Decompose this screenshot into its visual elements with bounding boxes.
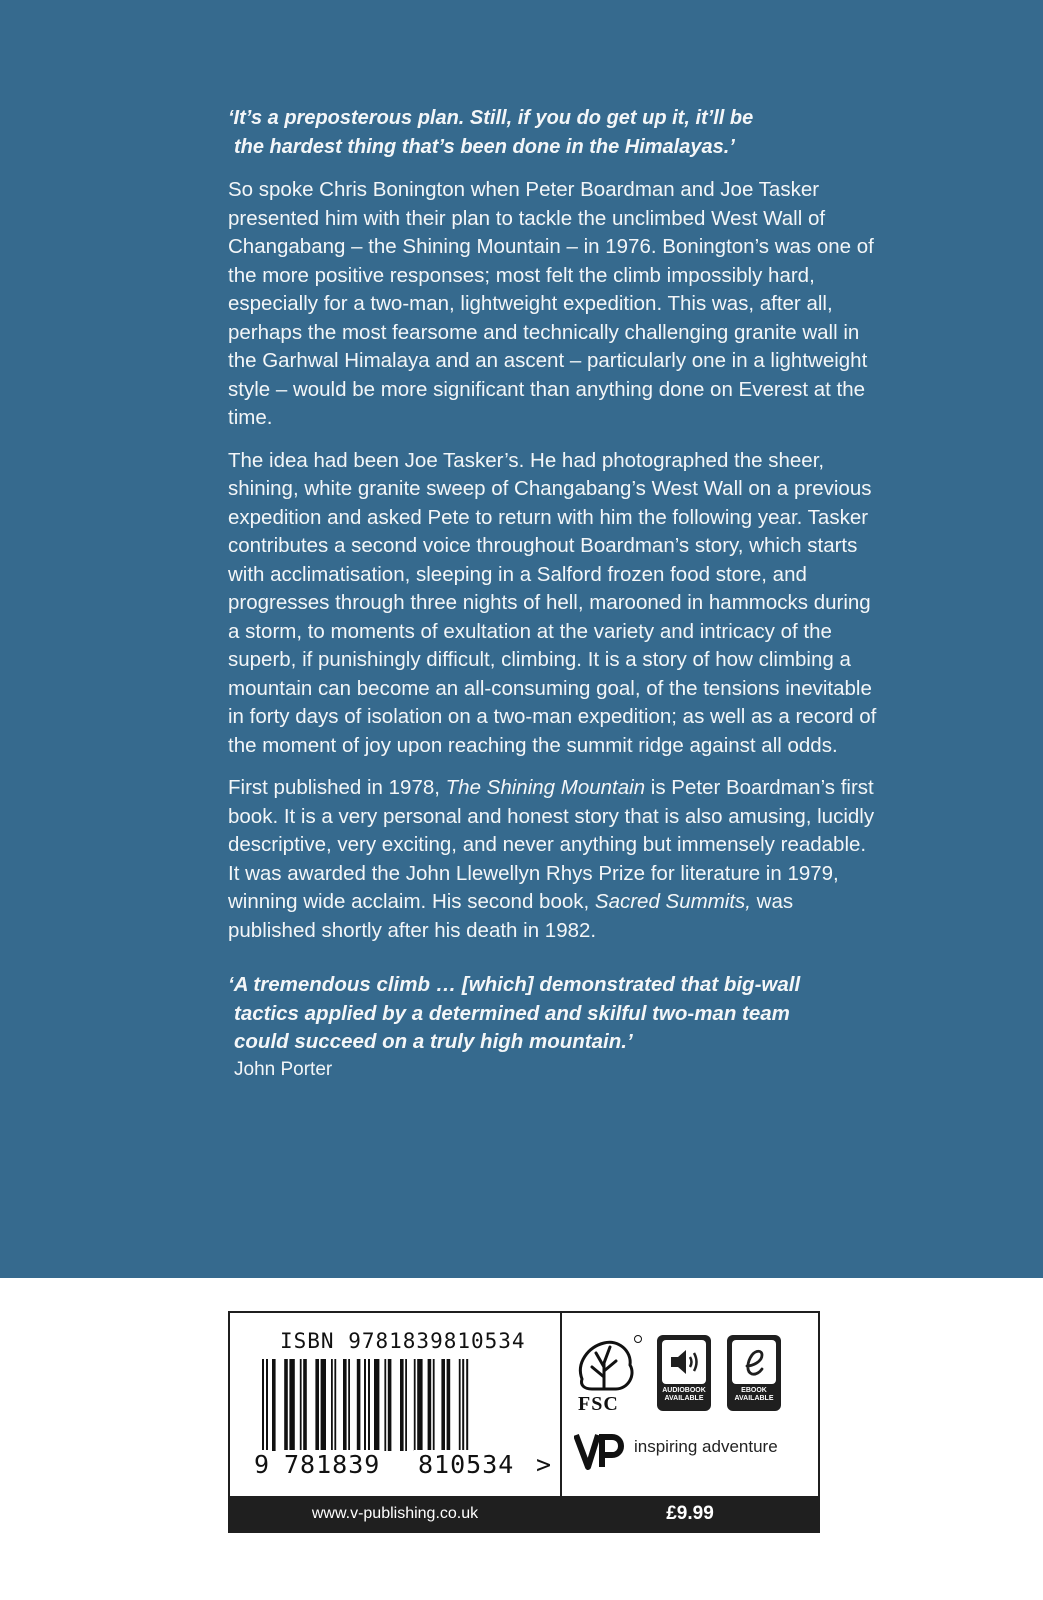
closing-quote: [228, 971, 878, 1083]
audiobook-label: AUDIOBOOK AVAILABLE: [662, 1387, 706, 1402]
box-footer: [230, 1496, 818, 1531]
barcode-bar: [384, 1359, 386, 1451]
ebook-badge: [727, 1335, 781, 1411]
barcode-bar: [400, 1359, 404, 1451]
paragraph-2: The idea had been Joe Tasker’s. He had photographed the sheer, shining, white granite sweep of Changabang’s West Wall on a previous expedition and asked Pete to return with him the following year. Tasker contributes a second voice throughout Boardman’s story, which starts with acclimatisation, sleeping in a Salford frozen food store, and progresses through three nights of hell, marooned in hammocks during a storm, to moments of exultation at the variety and intricacy of the superb, if punishingly difficult, climbing. It is a story of how climbing a mountain can become an all-consuming goal, of the tensions inevitable in forty days of isolation on a two-man expedition; as well as a record of the moment of joy upon reaching the summit ridge against all odds.: [228, 448, 877, 757]
barcode-bar: [315, 1359, 319, 1451]
publisher-tagline: inspiring adventure: [634, 1437, 778, 1456]
quote-attribution: John Porter: [234, 1058, 333, 1080]
barcode-bar: [284, 1359, 288, 1451]
ebook-e-icon: [732, 1340, 776, 1384]
barcode-digits-left: 781839: [280, 1450, 384, 1479]
barcode-box: [228, 1311, 820, 1533]
paragraph-3-part3: was published shortly after his death in 1982.: [228, 890, 794, 942]
price-label: £9.99: [666, 1503, 714, 1524]
barcode-bar: [334, 1359, 336, 1451]
blurb-content: [228, 104, 878, 1083]
barcode-bar: [388, 1359, 392, 1451]
barcode-bar: [303, 1359, 307, 1451]
barcode-arrow: >: [536, 1450, 552, 1479]
barcode-bar: [441, 1359, 445, 1451]
opening-quote-line1: ‘It’s a preposterous plan. Still, if you do get up it, it’ll be: [228, 107, 754, 129]
paragraph-3: [228, 774, 878, 945]
book-title-sacred-summits: Sacred Summits,: [594, 890, 751, 913]
publisher-url[interactable]: www.v-publishing.co.uk: [311, 1505, 479, 1522]
speaker-icon: [662, 1340, 706, 1384]
closing-quote-line2: tactics applied by a determined and skilful two-man team: [234, 1001, 790, 1025]
barcode-bar: [428, 1359, 432, 1451]
book-title-shining-mountain: The Shining Mountain: [445, 776, 646, 799]
barcode-bar: [447, 1359, 451, 1451]
barcode-digit-first: 9: [254, 1450, 270, 1479]
paragraph-3-part1: First published in 1978,: [228, 776, 446, 799]
barcode-bar: [272, 1359, 276, 1451]
closing-quote-line3: could succeed on a truly high mountain.’: [234, 1030, 633, 1053]
closing-quote-line1: ‘A tremendous climb … [which] demonstrated that big-wall: [228, 973, 801, 996]
barcode-bar: [357, 1359, 361, 1451]
barcode-bar: [405, 1359, 407, 1451]
vp-logo-icon: [574, 1429, 630, 1473]
barcode-bar: [331, 1359, 333, 1451]
barcode-bar: [343, 1359, 347, 1451]
ebook-label: EBOOK AVAILABLE: [734, 1387, 774, 1402]
barcode-bar: [289, 1359, 294, 1451]
barcode-bar: [348, 1359, 350, 1451]
audiobook-badge: [657, 1335, 711, 1411]
paragraph-3-part2: is Peter Boardman’s first book. It is a very personal and honest story that is also amusing, lucidly descriptive, very exciting, and never anything but immensely readable. It was awarded the John Llewellyn Rhys Prize for literature in 1979, winning wide acclaim. His second book,: [228, 776, 875, 913]
barcode-digits-right: 810534: [414, 1450, 518, 1479]
barcode-bar: [374, 1359, 379, 1451]
barcode-bar: [459, 1359, 461, 1451]
opening-quote: [228, 104, 878, 162]
barcode-bar: [417, 1359, 422, 1451]
isbn-label: ISBN 9781839810534: [280, 1329, 526, 1353]
barcode-bar: [433, 1359, 435, 1451]
barcode-bar: [300, 1359, 302, 1451]
barcode-bar: [321, 1359, 326, 1451]
paragraph-1: So spoke Chris Bonington when Peter Boardman and Joe Tasker presented him with their plan to tackle the unclimbed West Wall of Changabang – the Shining Mountain – in 1976. Bonington’s was one of the more positive responses; most felt the climb impossibly hard, especially for a two-man, lightweight expedition. This was, after all, perhaps the most fearsome and technically challenging granite wall in the Garhwal Himalaya and an ascent – particularly one in a lightweight style – would be more significant than anything done on Everest at the time.: [228, 178, 874, 429]
barcode-bar: [414, 1359, 416, 1451]
opening-quote-line2: the hardest thing that’s been done in the Himalayas.’: [234, 136, 735, 158]
fsc-label: FSC: [578, 1393, 619, 1415]
